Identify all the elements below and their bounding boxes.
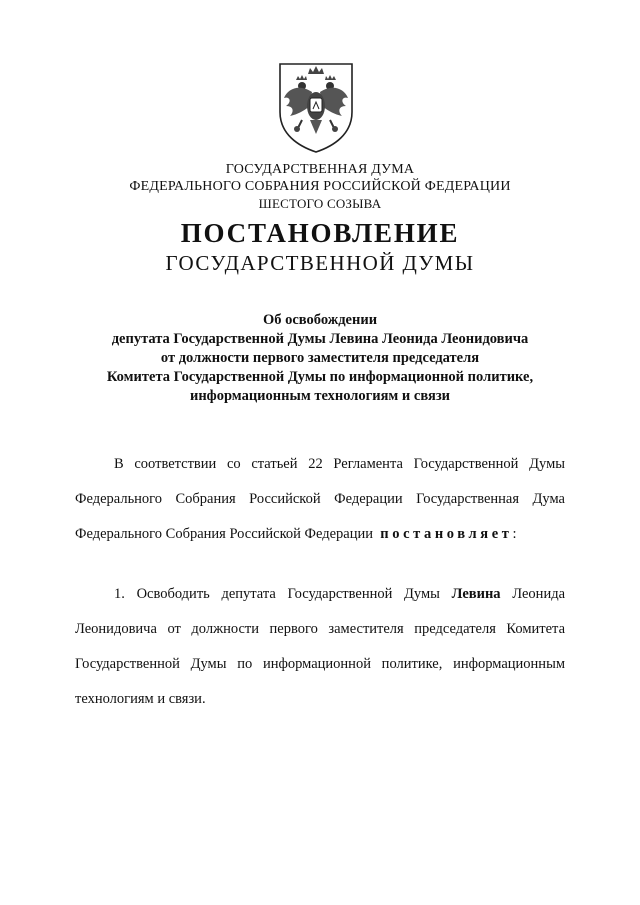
- subject-line-2: депутата Государственной Думы Левина Леонида Леонидовича: [111, 331, 529, 347]
- coat-of-arms-emblem: [272, 62, 360, 154]
- preamble-line-3: [75, 526, 565, 543]
- document-title: ПОСТАНОВЛЕНИЕ: [180, 218, 460, 248]
- header-convocation: ШЕСТОГО СОЗЫВА: [258, 196, 382, 211]
- item1-line-4: технологиям и связи.: [75, 691, 206, 707]
- header-federal-assembly: ФЕДЕРАЛЬНОГО СОБРАНИЯ РОССИЙСКОЙ ФЕДЕРАЦИИ: [129, 179, 511, 194]
- deputy-surname: Левина: [451, 586, 501, 602]
- header-duma: ГОСУДАРСТВЕННАЯ ДУМА: [225, 162, 415, 177]
- preamble-line-3-prefix: Федерального Собрания Российской Федерации: [75, 526, 374, 542]
- item1-line-2: Леонидовича от должности первого заместителя председателя Комитета: [75, 621, 565, 637]
- item1-line-1-prefix: 1. Освободить депутата Государственной Думы: [114, 586, 440, 602]
- item1-line-3: Государственной Думы по информационной политике, информационным: [75, 656, 565, 672]
- preamble-line-2: Федерального Собрания Российской Федерации Государственная Дума: [75, 491, 565, 507]
- preamble-line-3-suffix: :: [512, 526, 517, 542]
- subject-line-1: Об освобождении: [262, 312, 378, 328]
- item1-line-1-suffix: Леонида: [512, 586, 566, 602]
- document-subtitle: ГОСУДАРСТВЕННОЙ ДУМЫ: [165, 251, 475, 275]
- item1-line-1: [114, 586, 565, 603]
- resolves-word: постановляет: [380, 526, 513, 542]
- subject-line-3: от должности первого заместителя председателя: [160, 350, 480, 366]
- subject-line-5: информационным технологиям и связи: [189, 388, 451, 404]
- subject-line-4: Комитета Государственной Думы по информационной политике,: [106, 369, 534, 385]
- preamble-line-1: В соответствии со статьей 22 Регламента Государственной Думы: [114, 456, 565, 472]
